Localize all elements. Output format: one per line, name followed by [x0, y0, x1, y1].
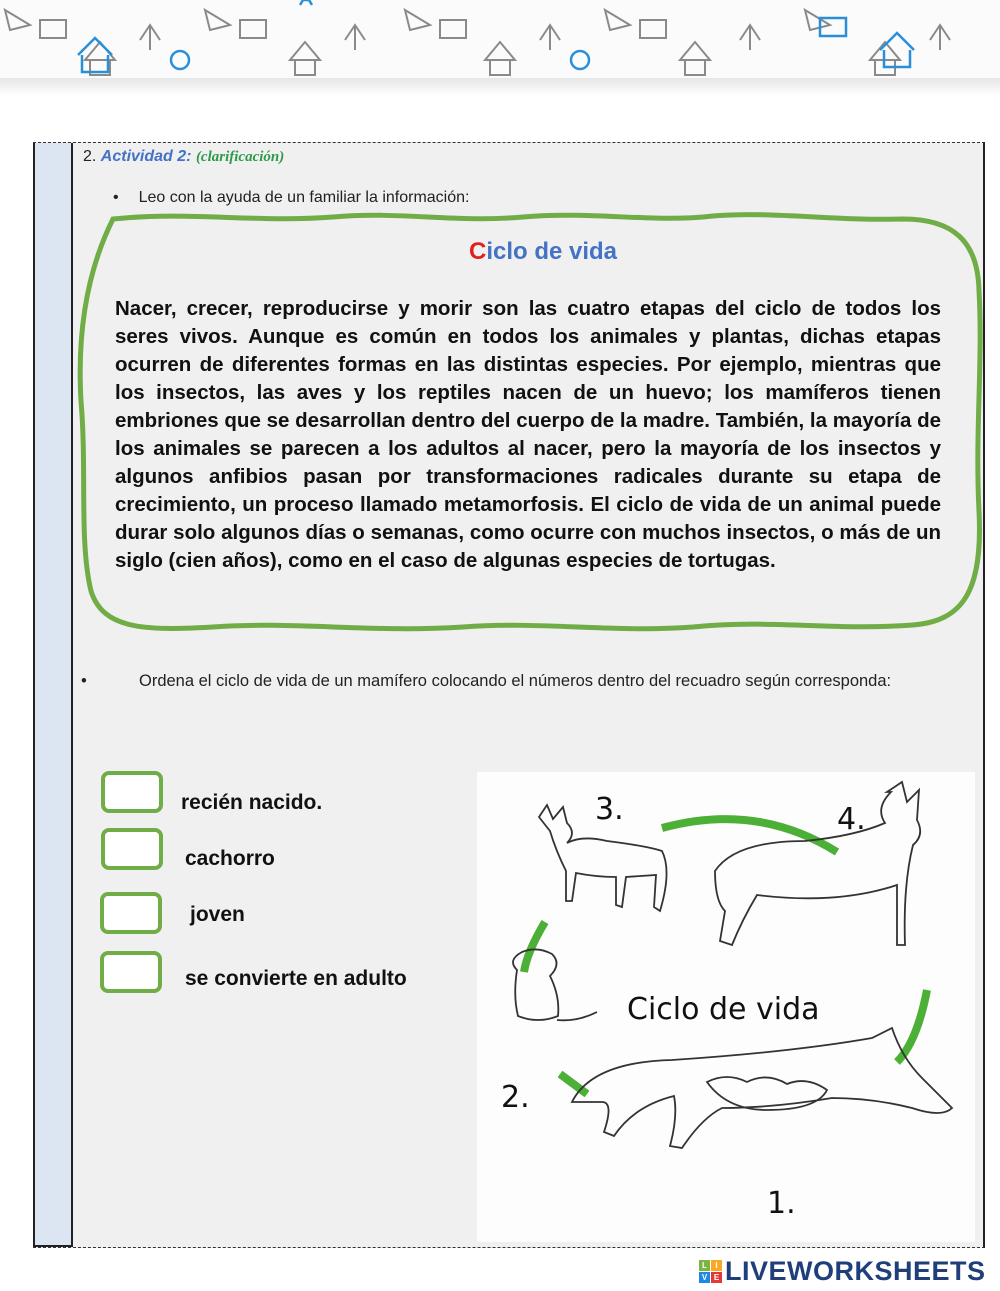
intro-text: Leo con la ayuda de un familiar la información:	[138, 189, 470, 206]
option-label-recien-nacido: recién nacido.	[181, 791, 323, 814]
liveworksheets-logo[interactable]	[699, 1256, 986, 1287]
answer-input-recien-nacido[interactable]	[101, 771, 163, 813]
stage-number-2: 2.	[501, 1080, 530, 1115]
live-blocks-icon: L I V E	[699, 1260, 722, 1283]
answer-box-1[interactable]	[101, 769, 163, 815]
option-label-adulto: se convierte en adulto	[185, 967, 407, 990]
decorative-banner	[0, 0, 1000, 78]
stage-number-1: 1.	[767, 1186, 796, 1221]
reading-title	[33, 238, 983, 266]
activity-label: Actividad 2:	[100, 148, 192, 165]
answer-input-joven[interactable]	[100, 892, 162, 934]
answer-box-2[interactable]	[101, 826, 163, 872]
activity-number: 2.	[83, 148, 97, 165]
stage-number-4: 4.	[837, 802, 866, 837]
bullet-icon: •	[81, 672, 87, 690]
banner-shadow	[0, 78, 1000, 96]
option-label-joven: joven	[190, 903, 245, 926]
activity-subtitle: (clarificación)	[195, 149, 285, 165]
reading-paragraph: Nacer, crecer, reproducirse y morir son las cuatro etapas del ciclo de todos los seres vivos. Aunque es común en todos los animales y plantas, dichas etapas ocurren de diferentes formas en las distintas especies. Por ejemplo, mientras que los insectos, las aves y los reptiles nacen de un huevo; los mamíferos tienen embriones que se desarrollan dentro del cuerpo de la madre. También, la mayoría de los animales se parecen a los adultos al nacer, pero la mayoría de los insectos y algunos anfibios pasan por transformaciones radicales durante su etapa de crecimiento, un proceso llamado metamorfosis. El ciclo de vida de un animal puede durar solo algunos días o semanas, como ocurre con muchos insectos, o más de un siglo (cien años), como en el caso de algunas especies de tortugas.	[115, 297, 941, 572]
bullet-icon: •	[113, 189, 119, 206]
intro-instruction	[113, 189, 469, 207]
answer-input-cachorro[interactable]	[101, 828, 163, 870]
figure-title: Ciclo de vida	[627, 992, 820, 1027]
logo-text: LIVEWORKSHEETS	[725, 1256, 986, 1286]
answer-input-adulto[interactable]	[100, 951, 162, 993]
school-doodles-icon	[0, 0, 1000, 78]
reading-title-rest: iclo de vida	[486, 238, 618, 265]
reading-title-first-letter: C	[468, 238, 487, 265]
activity-heading	[83, 148, 284, 166]
answer-box-3[interactable]	[100, 890, 162, 936]
exercise-instruction-text: Ordena el ciclo de vida de un mamífero colocando el números dentro del recuadro según corresponda:	[139, 672, 892, 690]
left-margin-bar	[33, 143, 73, 1247]
worksheet-panel	[33, 142, 985, 1248]
exercise-instruction	[81, 669, 961, 693]
life-cycle-illustration	[477, 772, 975, 1242]
stage-number-3: 3.	[595, 792, 624, 827]
answer-box-4[interactable]	[100, 949, 162, 995]
option-label-cachorro: cachorro	[185, 847, 275, 870]
